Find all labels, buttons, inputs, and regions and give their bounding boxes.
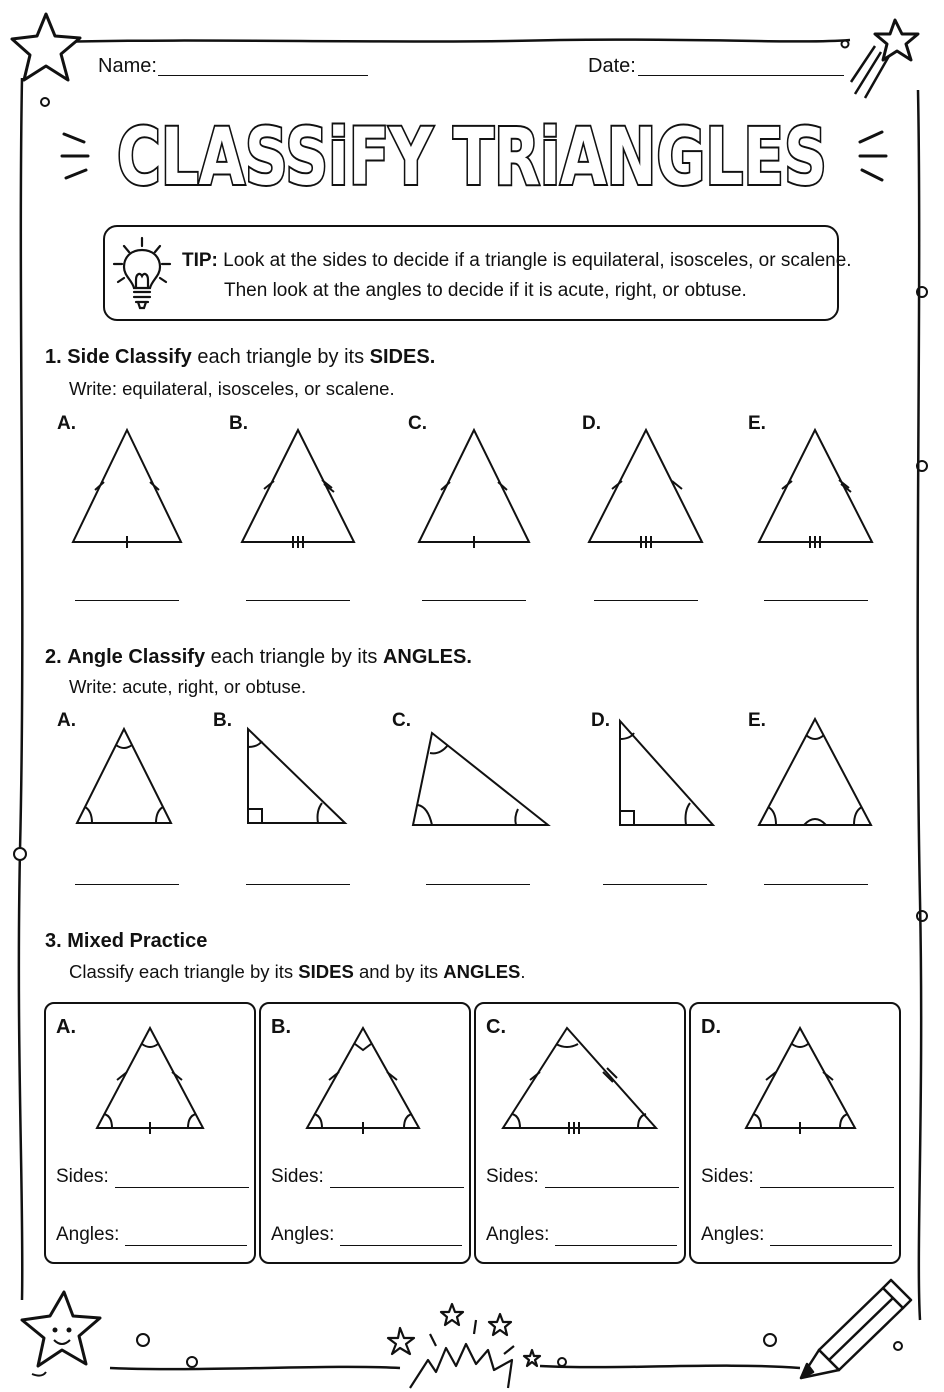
s3-card-d-letter: D. <box>701 1016 721 1038</box>
section-2-triangles <box>0 715 944 835</box>
section-2-title-end: . <box>466 646 472 668</box>
section-2-title-key: ANGLES <box>382 646 467 668</box>
s3-instr-end: . <box>520 961 526 982</box>
section-2-instruction: Write: acute, right, or obtuse. <box>69 676 307 697</box>
s1-answer-e[interactable] <box>764 600 868 601</box>
s1-item-a: A. <box>57 413 76 434</box>
section-1-instruction: Write: equilateral, isosceles, or scalene. <box>69 378 395 399</box>
section-1-number: 1. <box>45 346 62 368</box>
section-1-title-key: SIDES <box>369 346 430 368</box>
s2-answer-c[interactable] <box>426 884 530 885</box>
tip-line-1: Look at the sides to decide if a triangle is equilateral, isosceles, or scalene. <box>223 250 852 271</box>
s3-card-b-sides-field[interactable] <box>330 1186 464 1188</box>
date-field[interactable] <box>638 75 844 76</box>
section-1-title-rest: each triangle by its <box>197 346 365 368</box>
section-3-instruction <box>69 961 526 983</box>
s3-card-c-angles-field[interactable] <box>555 1244 677 1246</box>
s2-triangle-a <box>77 729 171 823</box>
s1-answer-c[interactable] <box>422 600 526 601</box>
section-2-heading: Angle Classify <box>67 646 206 668</box>
lightbulb-icon <box>112 236 176 312</box>
section-2-title-rest: each triangle by its <box>210 646 378 668</box>
s3-instr-mid: and by its <box>358 961 439 982</box>
s2-answer-d[interactable] <box>603 884 707 885</box>
s2-item-c: C. <box>392 710 411 731</box>
section-2-title <box>45 646 472 669</box>
s3-card-c-letter: C. <box>486 1016 506 1038</box>
s2-item-a: A. <box>57 710 76 731</box>
s3-card-c-angles-label: Angles: <box>486 1224 550 1245</box>
smiling-star-icon <box>12 1286 112 1386</box>
star-icon <box>8 8 88 88</box>
s3-card-a-angles-field[interactable] <box>125 1244 247 1246</box>
s3-instr-key2: ANGLES <box>443 961 521 982</box>
s3-card-d-sides-label: Sides: <box>701 1166 754 1187</box>
starburst-icon <box>390 1300 550 1392</box>
s2-item-b: B. <box>213 710 232 731</box>
tip-label: TIP: <box>182 250 218 271</box>
s3-card-a-letter: A. <box>56 1016 76 1038</box>
s3-triangle-a <box>97 1028 203 1128</box>
s3-card-d-angles-label: Angles: <box>701 1224 765 1245</box>
s1-triangle-c <box>419 430 529 542</box>
section-1-title-end: . <box>429 346 436 368</box>
s3-card-b-angles-field[interactable] <box>340 1244 462 1246</box>
shooting-star-icon <box>845 12 935 102</box>
section-1-title <box>45 346 435 369</box>
s1-triangle-d <box>589 430 702 542</box>
s3-triangle-b <box>307 1028 419 1128</box>
s2-answer-b[interactable] <box>246 884 350 885</box>
s3-card-c-sides-field[interactable] <box>545 1186 679 1188</box>
tip-text <box>182 246 852 306</box>
s1-triangle-a <box>73 430 181 542</box>
s1-triangle-b <box>242 430 354 542</box>
section-1-heading: Side Classify <box>67 346 192 368</box>
s1-answer-d[interactable] <box>594 600 698 601</box>
s1-item-b: B. <box>229 413 248 434</box>
page-title-graphic <box>60 100 890 203</box>
s1-answer-a[interactable] <box>75 600 179 601</box>
name-label: Name: <box>98 55 157 77</box>
section-1-triangles <box>0 420 944 560</box>
s3-card-a-sides-field[interactable] <box>115 1186 249 1188</box>
name-field[interactable] <box>158 75 368 76</box>
s3-card-b-angles-label: Angles: <box>271 1224 335 1245</box>
s1-item-c: C. <box>408 413 427 434</box>
date-label: Date: <box>588 55 636 77</box>
s3-card-c-sides-label: Sides: <box>486 1166 539 1187</box>
section-2-number: 2. <box>45 646 62 668</box>
section-3-triangles <box>0 1022 944 1142</box>
s2-triangle-e <box>759 719 871 825</box>
tip-line-2: Then look at the angles to decide if it is acute, right, or obtuse. <box>224 280 747 301</box>
s1-answer-b[interactable] <box>246 600 350 601</box>
s3-card-d-sides-field[interactable] <box>760 1186 894 1188</box>
s2-item-d: D. <box>591 710 610 731</box>
s2-answer-a[interactable] <box>75 884 179 885</box>
section-3-title <box>45 930 207 953</box>
s3-card-b-sides-label: Sides: <box>271 1166 324 1187</box>
s1-triangle-e <box>759 430 872 542</box>
s1-item-d: D. <box>582 413 601 434</box>
s3-card-a-angles-label: Angles: <box>56 1224 120 1245</box>
s3-card-a-sides-label: Sides: <box>56 1166 109 1187</box>
section-3-number: 3. <box>45 930 62 952</box>
pencil-icon <box>795 1278 915 1382</box>
s1-item-e: E. <box>748 413 766 434</box>
s3-instr-key1: SIDES <box>298 961 354 982</box>
s2-triangle-c <box>413 733 548 825</box>
s3-instr-pre: Classify each triangle by its <box>69 961 294 982</box>
s2-triangle-d <box>620 721 713 825</box>
s3-triangle-d <box>746 1028 855 1128</box>
s2-item-e: E. <box>748 710 766 731</box>
s2-answer-e[interactable] <box>764 884 868 885</box>
s3-card-b-letter: B. <box>271 1016 291 1038</box>
section-3-heading: Mixed Practice <box>67 930 208 952</box>
page-title: CLASSiFY TRiANGLES <box>117 113 827 203</box>
s3-triangle-c <box>503 1028 656 1128</box>
s3-card-d-angles-field[interactable] <box>770 1244 892 1246</box>
